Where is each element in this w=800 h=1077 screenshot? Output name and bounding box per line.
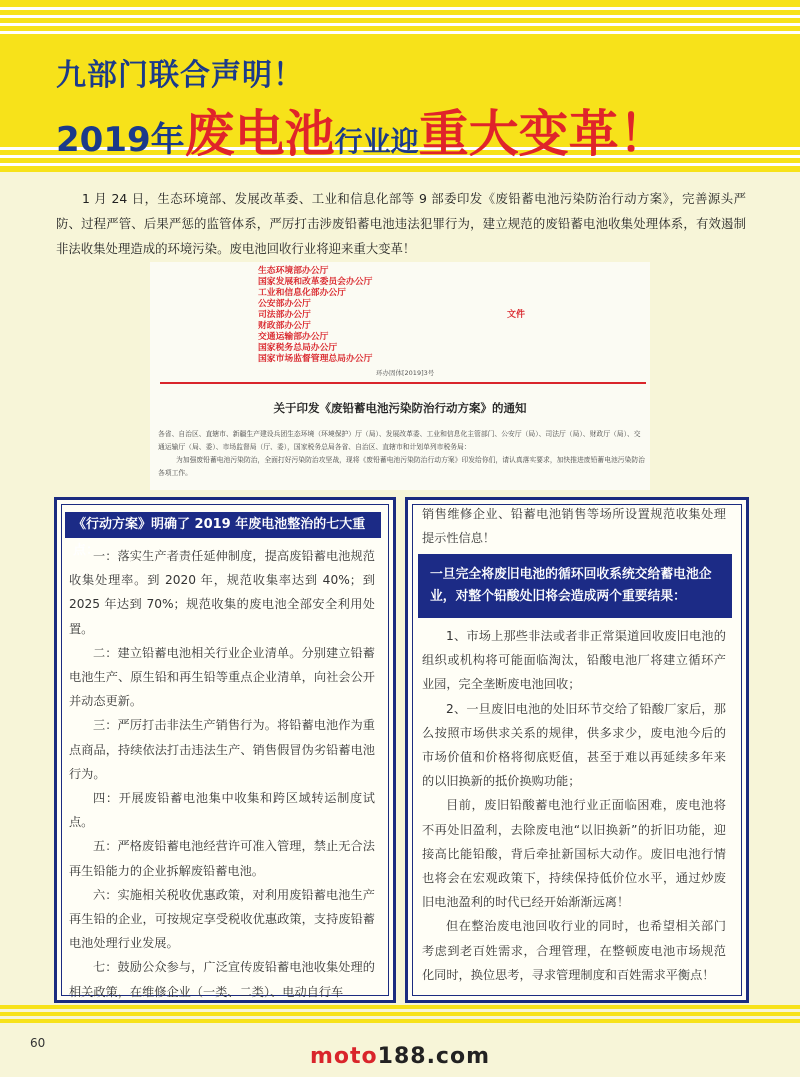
org-name: 国家发展和改革委员会办公厅: [258, 277, 373, 287]
point-paragraph: 一：落实生产者责任延伸制度，提高废铅蓄电池规范收集处理率。到 2020 年，规范收集率达到 40%；到 2025 年达到 70%；规范收集的废电池全部安全利用处置。: [69, 549, 375, 636]
seven-points-box: [54, 497, 396, 1003]
seven-points-list: [69, 544, 375, 1004]
issuing-organizations: [258, 266, 372, 365]
org-name: 工业和信息化部办公厅: [258, 288, 346, 298]
org-name: 生态环境部办公厅: [258, 266, 329, 276]
footer-stripes: [0, 1005, 800, 1026]
watermark-red: moto: [309, 1044, 378, 1069]
consequence-paragraph: 目前，废旧铅酸蓄电池行业正面临困难，废电池将不再处旧盈利，去除废电池“以旧换新”的折旧功能，迎接高比能铅酸，背后牵扯新国标大动作。废旧电池行情也将会在宏观政策下，持续保持低价位水平，通过炒废旧电池盈利的时代已经开始渐渐远离！: [422, 798, 726, 910]
continuation-paragraph: 销售维修企业、铅蓄电池销售等场所设置规范收集处理提示性信息！: [422, 507, 726, 546]
header-banner: [0, 0, 800, 172]
point-paragraph: 三：严厉打击非法生产销售行为。将铅蓄电池作为重点商品，持续依法打击违法生产、销售假冒伪劣铅蓄电池行为。: [69, 718, 375, 781]
org-name: 公安部办公厅: [258, 299, 311, 309]
headline-line1: 九部门联合声明！: [56, 58, 304, 93]
headline-mid: 行业迎: [334, 125, 419, 158]
page-number: 60: [30, 1036, 46, 1050]
site-watermark: [0, 1044, 800, 1069]
point-paragraph: 七：鼓励公众参与，广泛宣传废铅蓄电池收集处理的相关政策，在维修企业（一类、二类）、电动自行车: [69, 960, 375, 999]
point-paragraph: 五：严格废铅蓄电池经营许可准入管理，禁止无合法再生铅能力的企业拆解废铅蓄电池。: [69, 839, 375, 878]
consequence-paragraph: 但在整治废电池回收行业的同时，也希望相关部门考虑到老百姓需求，合理管理，在整顿废电池市场规范化同时，换位思考，寻求管理制度和百姓需求平衡点！: [422, 919, 726, 982]
headline-red-1: 废电池: [184, 105, 335, 163]
consequences-list: [422, 624, 726, 987]
seven-points-heading: 《行动方案》明确了 2019 年废电池整治的七大重点：: [65, 512, 381, 538]
notice-recipients: 各省、自治区、直辖市、新疆生产建设兵团生态环境（环境保护）厅（局）、发展改革委、工业和信息化主管部门、公安厅（局）、司法厅（局）、财政厅（局）、交通运输厅（局、委）、市场监督局（厅、委），国家税务总局各省、自治区、直辖市和计划单列市税务局：: [158, 430, 641, 451]
notice-body: [158, 428, 646, 480]
org-name: 财政部办公厅: [258, 321, 311, 331]
org-name: 国家市场监督管理总局办公厅: [258, 354, 373, 364]
official-document-image: [150, 262, 650, 490]
consequence-paragraph: 2、一旦废旧电池的处旧环节交给了铅酸厂家后，那么按照市场供求关系的规律，供多求少，废电池今后的市场价值和价格将彻底贬值，甚至于难以再延续多年来的以旧换新的抵价换购功能；: [422, 701, 726, 789]
document-label: 文件: [507, 310, 526, 320]
consequences-box: [405, 497, 749, 1003]
top-stripes: [0, 7, 800, 39]
point-paragraph: 六：实施相关税收优惠政策，对利用废铅蓄电池生产再生铅的企业，可按规定享受税收优惠政策，支持废铅蓄电池处理行业发展。: [69, 887, 375, 951]
org-name: 司法部办公厅: [258, 310, 311, 320]
document-number: 环办固体[2019]3号: [376, 369, 435, 377]
consequences-heading: 一旦完全将废旧电池的循环回收系统交给蓄电池企业，对整个铅酸处旧将会造成两个重要结果：: [418, 554, 732, 618]
point-paragraph: 二：建立铅蓄电池相关行业企业清单。分别建立铅蓄电池生产、原生铅和再生铅等重点企业清单，向社会公开并动态更新。: [69, 645, 375, 709]
red-divider: [160, 382, 646, 384]
consequence-paragraph: 1、市场上那些非法或者非正常渠道回收废旧电池的组织或机构将可能面临淘汰，铅酸电池厂将建立循环产业园，完全垄断废电池回收；: [422, 629, 726, 692]
headline-line2: [56, 94, 669, 166]
watermark-black: 188.com: [377, 1044, 491, 1069]
headline-year: 2019年: [56, 120, 185, 160]
point-paragraph: 四：开展废铅蓄电池集中收集和跨区域转运制度试点。: [69, 791, 375, 830]
notice-text: 为加强废铅蓄电池污染防治，全面打好污染防治攻坚战，现将《废铅蓄电池污染防治行动方案》印发给你们，请认真落实要求，加快推进废铅蓄电池污染防治各项工作。: [158, 456, 645, 477]
headline-red-2: 重大变革！: [418, 105, 669, 163]
continuation-text: [422, 502, 726, 550]
notice-title: 关于印发《废铅蓄电池污染防治行动方案》的通知: [273, 401, 527, 415]
org-name: 国家税务总局办公厅: [258, 343, 338, 353]
org-name: 交通运输部办公厅: [258, 332, 329, 342]
intro-paragraph: 1 月 24 日，生态环境部、发展改革委、工业和信息化部等 9 部委印发《废铅蓄电池污染防治行动方案》，完善源头严防、过程严管、后果严惩的监管体系，严厉打击涉废铅蓄电池违法犯罪行为，建立规范的废铅蓄电池收集处理体系，有效遏制非法收集处理造成的环境污染。废电池回收行业将迎来重大变革！: [56, 191, 746, 256]
